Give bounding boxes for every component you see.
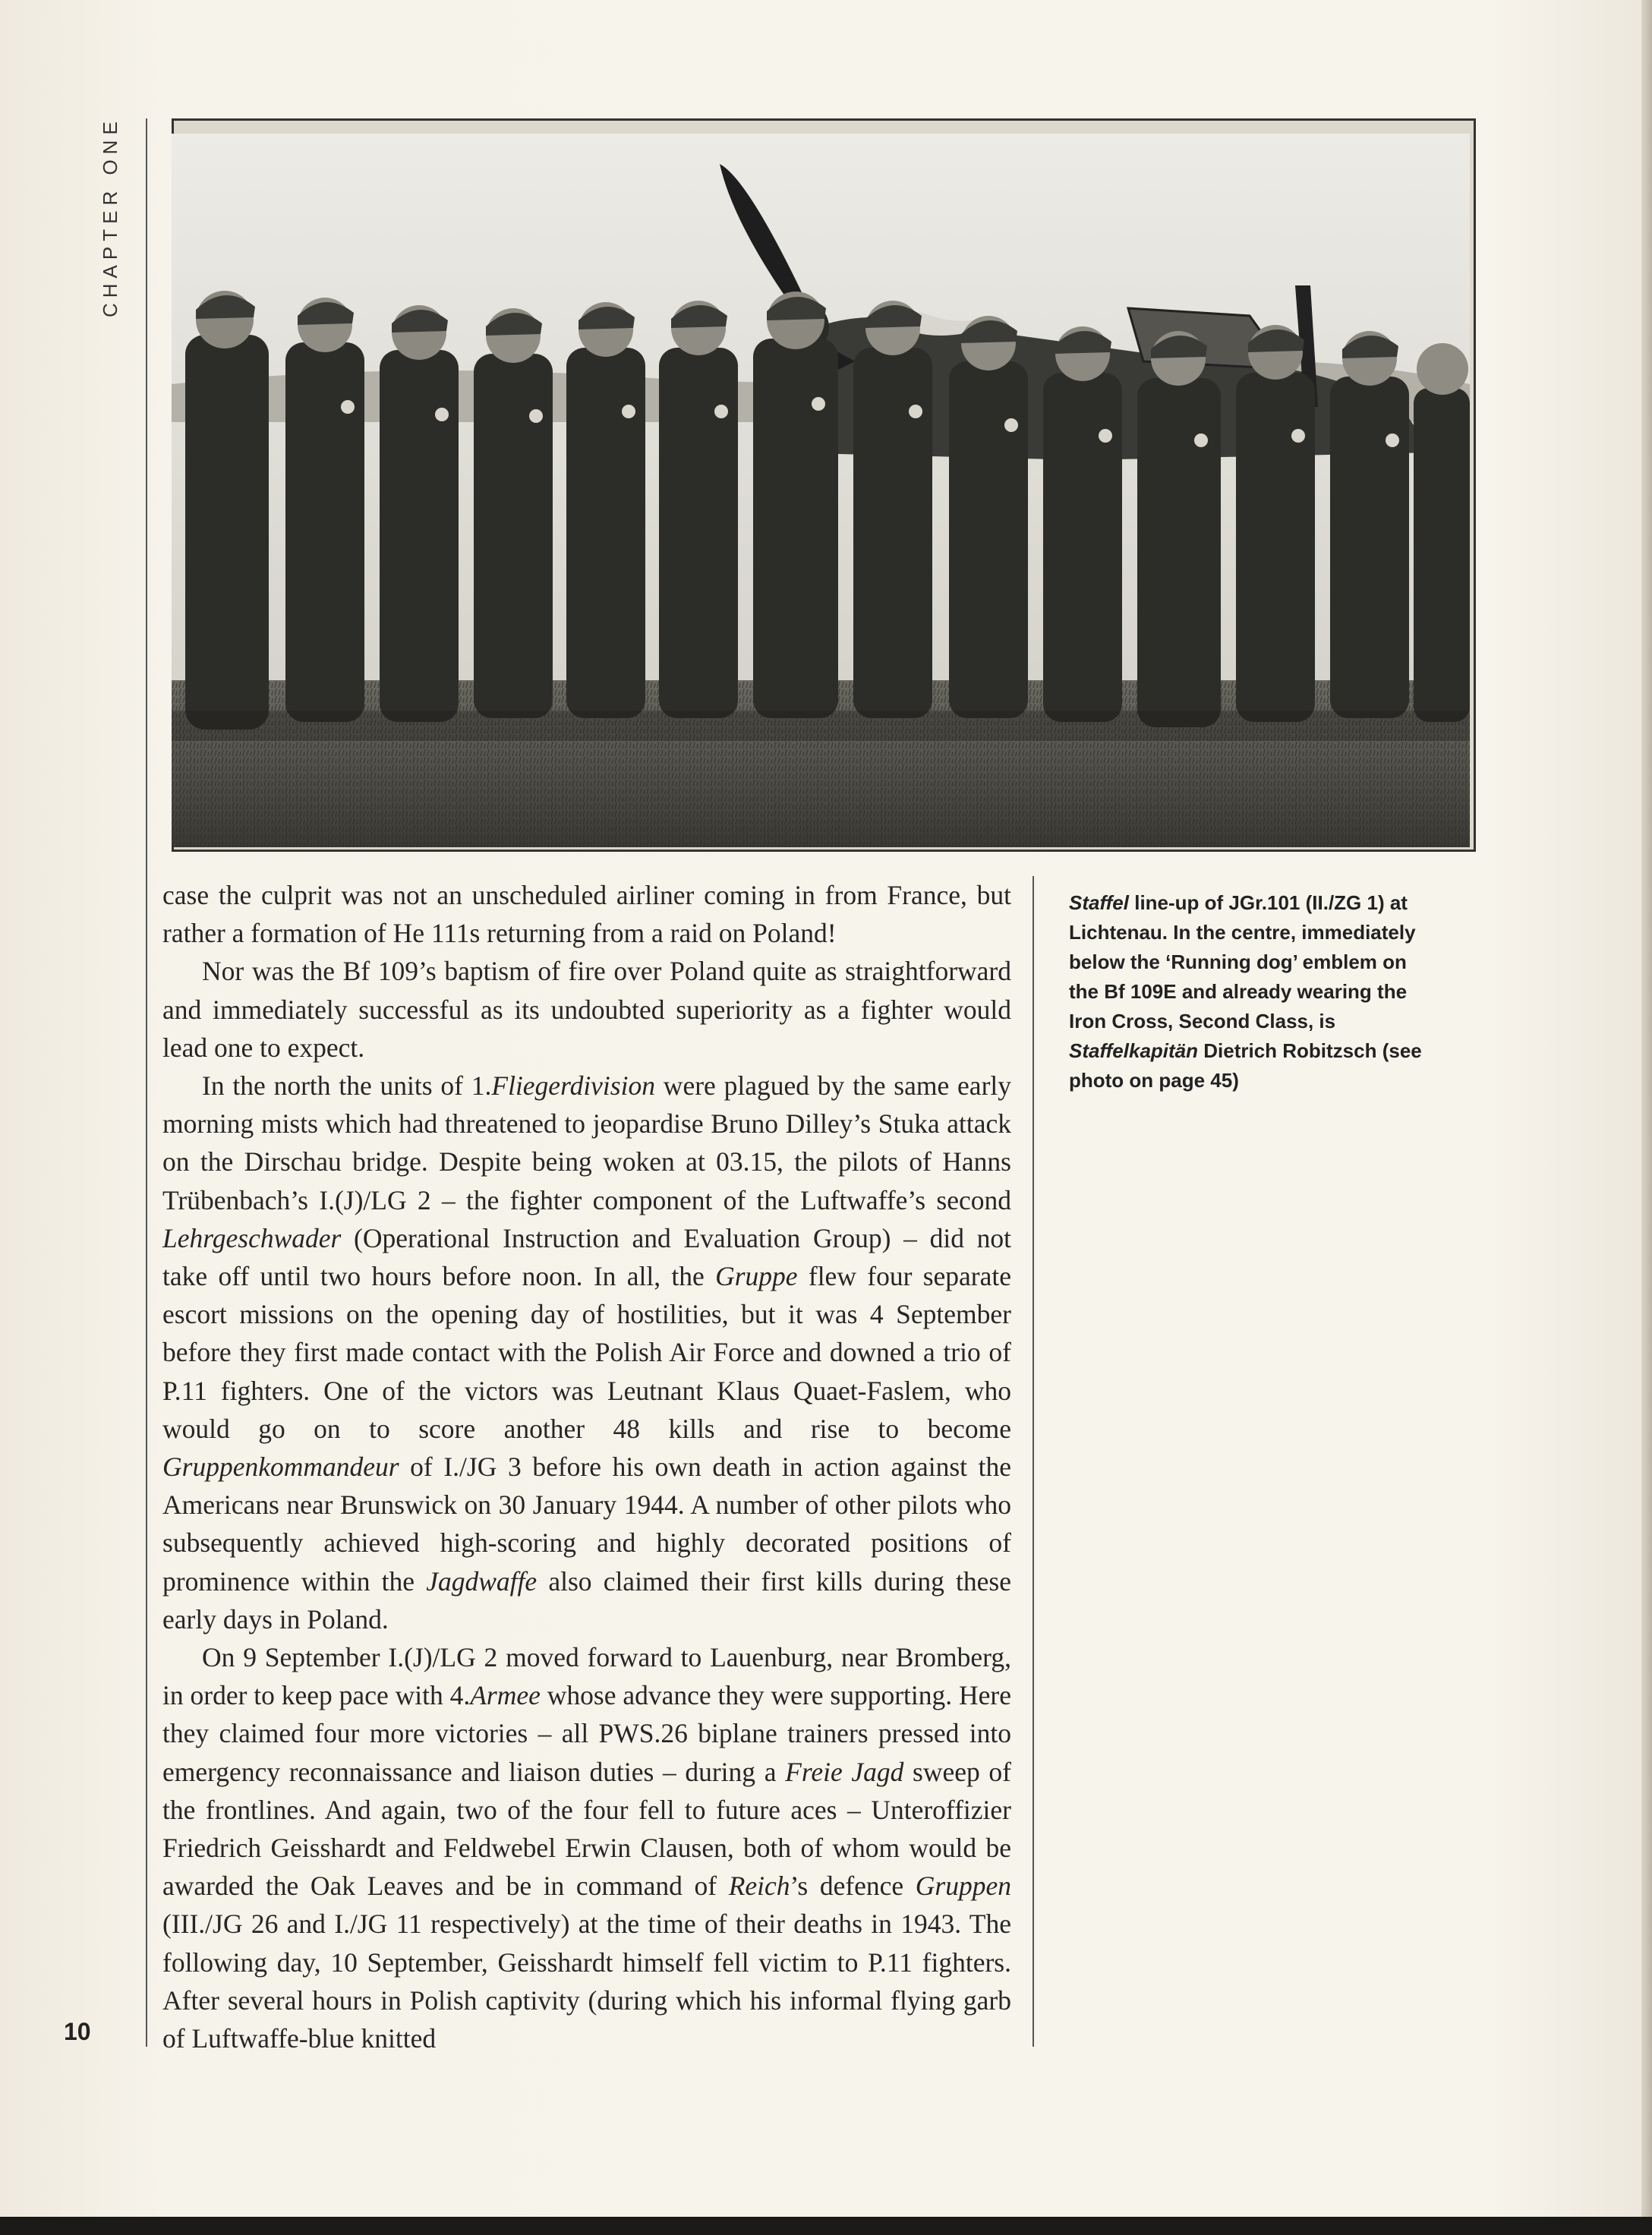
italic-term: Freie Jagd: [785, 1756, 904, 1787]
text-run: (III./JG 26 and I./JG 11 respectively) at the time of their deaths in 1943. The following day, 10 September, Geisshardt himself fell victim to P.11 fighters. After several hours in Polish captivity (during which his informal flying garb of Luftwaffe-blue knitted: [162, 1909, 1011, 2054]
italic-term: Armee: [470, 1680, 541, 1711]
pilots-photo: [172, 134, 1470, 847]
body-paragraph-3: [162, 1067, 1011, 1638]
italic-term: Reich: [728, 1871, 790, 1902]
running-head-text: CHAPTER ONE: [99, 116, 121, 317]
pilot-figure-6: [659, 301, 738, 718]
pilot-figure-10: [1043, 326, 1122, 722]
body-paragraph-2: Nor was the Bf 109’s baptism of fire over Poland quite as straightforward and immediately successful as its undoubted superiority as a fighter would lead one to expect.: [162, 956, 1011, 1063]
text-run: were plagued by the same early morning mists which had threatened to jeopardise Bruno Dilley’s Stuka attack on the Dirschau bridge. Despite being woken at 03.15, the pilots of Hanns Trübenbach’s I.(J)/LG 2 – the fighter component of the Luftwaffe’s second: [162, 1070, 1011, 1215]
text-run: On 9 September I.(J)/LG 2 moved forward to Lauenburg, near Bromberg, in order to keep pace with 4.: [162, 1642, 1011, 1711]
text-run: sweep of the frontlines. And again, two of the four fell to future aces – Unteroffizier Friedrich Geisshardt and Feldwebel Erwin Clausen, both of whom would be awarded the Oak Leaves and be in command of: [162, 1756, 1011, 1902]
pilot-figure-5: [566, 302, 645, 718]
pilot-figure-12: [1236, 325, 1315, 722]
photo-caption: [1069, 888, 1433, 1095]
text-run: ’s defence: [790, 1871, 916, 1902]
italic-term: Jagdwaffe: [426, 1565, 538, 1597]
pilot-figure-1: [185, 291, 269, 730]
column-rule: [1032, 876, 1034, 2047]
pilot-figure-2: [285, 298, 364, 722]
pilot-figure-11: [1137, 331, 1221, 727]
caption-italic: Staffelkapitän: [1069, 1039, 1199, 1062]
text-run: whose advance they were supporting. Here they claimed four more victories – all PWS.26 biplane trainers pressed into emergency reconnaissance and liaison duties – during a: [162, 1680, 1011, 1787]
body-paragraph-1: case the culprit was not an unscheduled airliner coming in from France, but rather a formation of He 111s returning from a raid on Poland!: [162, 880, 1011, 949]
italic-term: Fliegerdivision: [491, 1070, 655, 1102]
body-paragraph-4: [162, 1638, 1011, 2057]
text-run: also claimed their first kills during these early days in Poland.: [162, 1565, 1011, 1634]
caption-text: Dietrich Robitzsch (see photo on page 45): [1069, 1039, 1422, 1092]
pilot-figure-4: [474, 308, 553, 718]
pilot-figure-3: [380, 305, 459, 722]
text-run: flew four separate escort missions on the opening day of hostilities, but it was 4 September before they first made contact with the Polish Air Force and downed a trio of P.11 fighters. One of the victors was Leutnant Klaus Quaet-Faslem, who would go on to score another 48 kills and rise to become: [162, 1261, 1012, 1444]
italic-term: Lehrgeschwader: [162, 1222, 342, 1253]
caption-text: line-up of JGr.101 (II./ZG 1) at Lichtenau. In the centre, immediately below the ‘Running dog’ emblem on the Bf 109E and already wearing the Iron Cross, Second Class, is: [1069, 891, 1416, 1032]
pilot-figure-14: [1414, 343, 1470, 722]
caption-italic: Staffel: [1069, 891, 1129, 914]
pilots-photo-svg: [172, 134, 1470, 847]
page-bottom-edge: [0, 2217, 1652, 2235]
text-run: of I./JG 3 before his own death in action against the Americans near Brunswick on 30 January 1944. A number of other pilots who subsequently achieved high-scoring and highly decorated positions of prominence within the: [162, 1452, 1011, 1597]
page-right-edge: [1641, 0, 1652, 2235]
pilot-figure-9: [949, 316, 1028, 718]
pilot-figure-7: [753, 292, 838, 718]
running-head: [88, 112, 134, 325]
margin-rule: [146, 118, 147, 2047]
text-run: (Operational Instruction and Evaluation Group) – did not take off until two hours before noon. In all, the: [162, 1222, 1011, 1292]
page-number: 10: [64, 2018, 91, 2045]
pilot-figure-8: [853, 301, 932, 718]
text-run: In the north the units of 1.: [202, 1070, 492, 1102]
body-text: [162, 876, 1011, 2057]
pilot-figure-13: [1330, 331, 1409, 718]
italic-term: Gruppenkommandeur: [162, 1452, 399, 1483]
italic-term: Gruppe: [715, 1261, 798, 1292]
italic-term: Gruppen: [915, 1871, 1012, 1902]
